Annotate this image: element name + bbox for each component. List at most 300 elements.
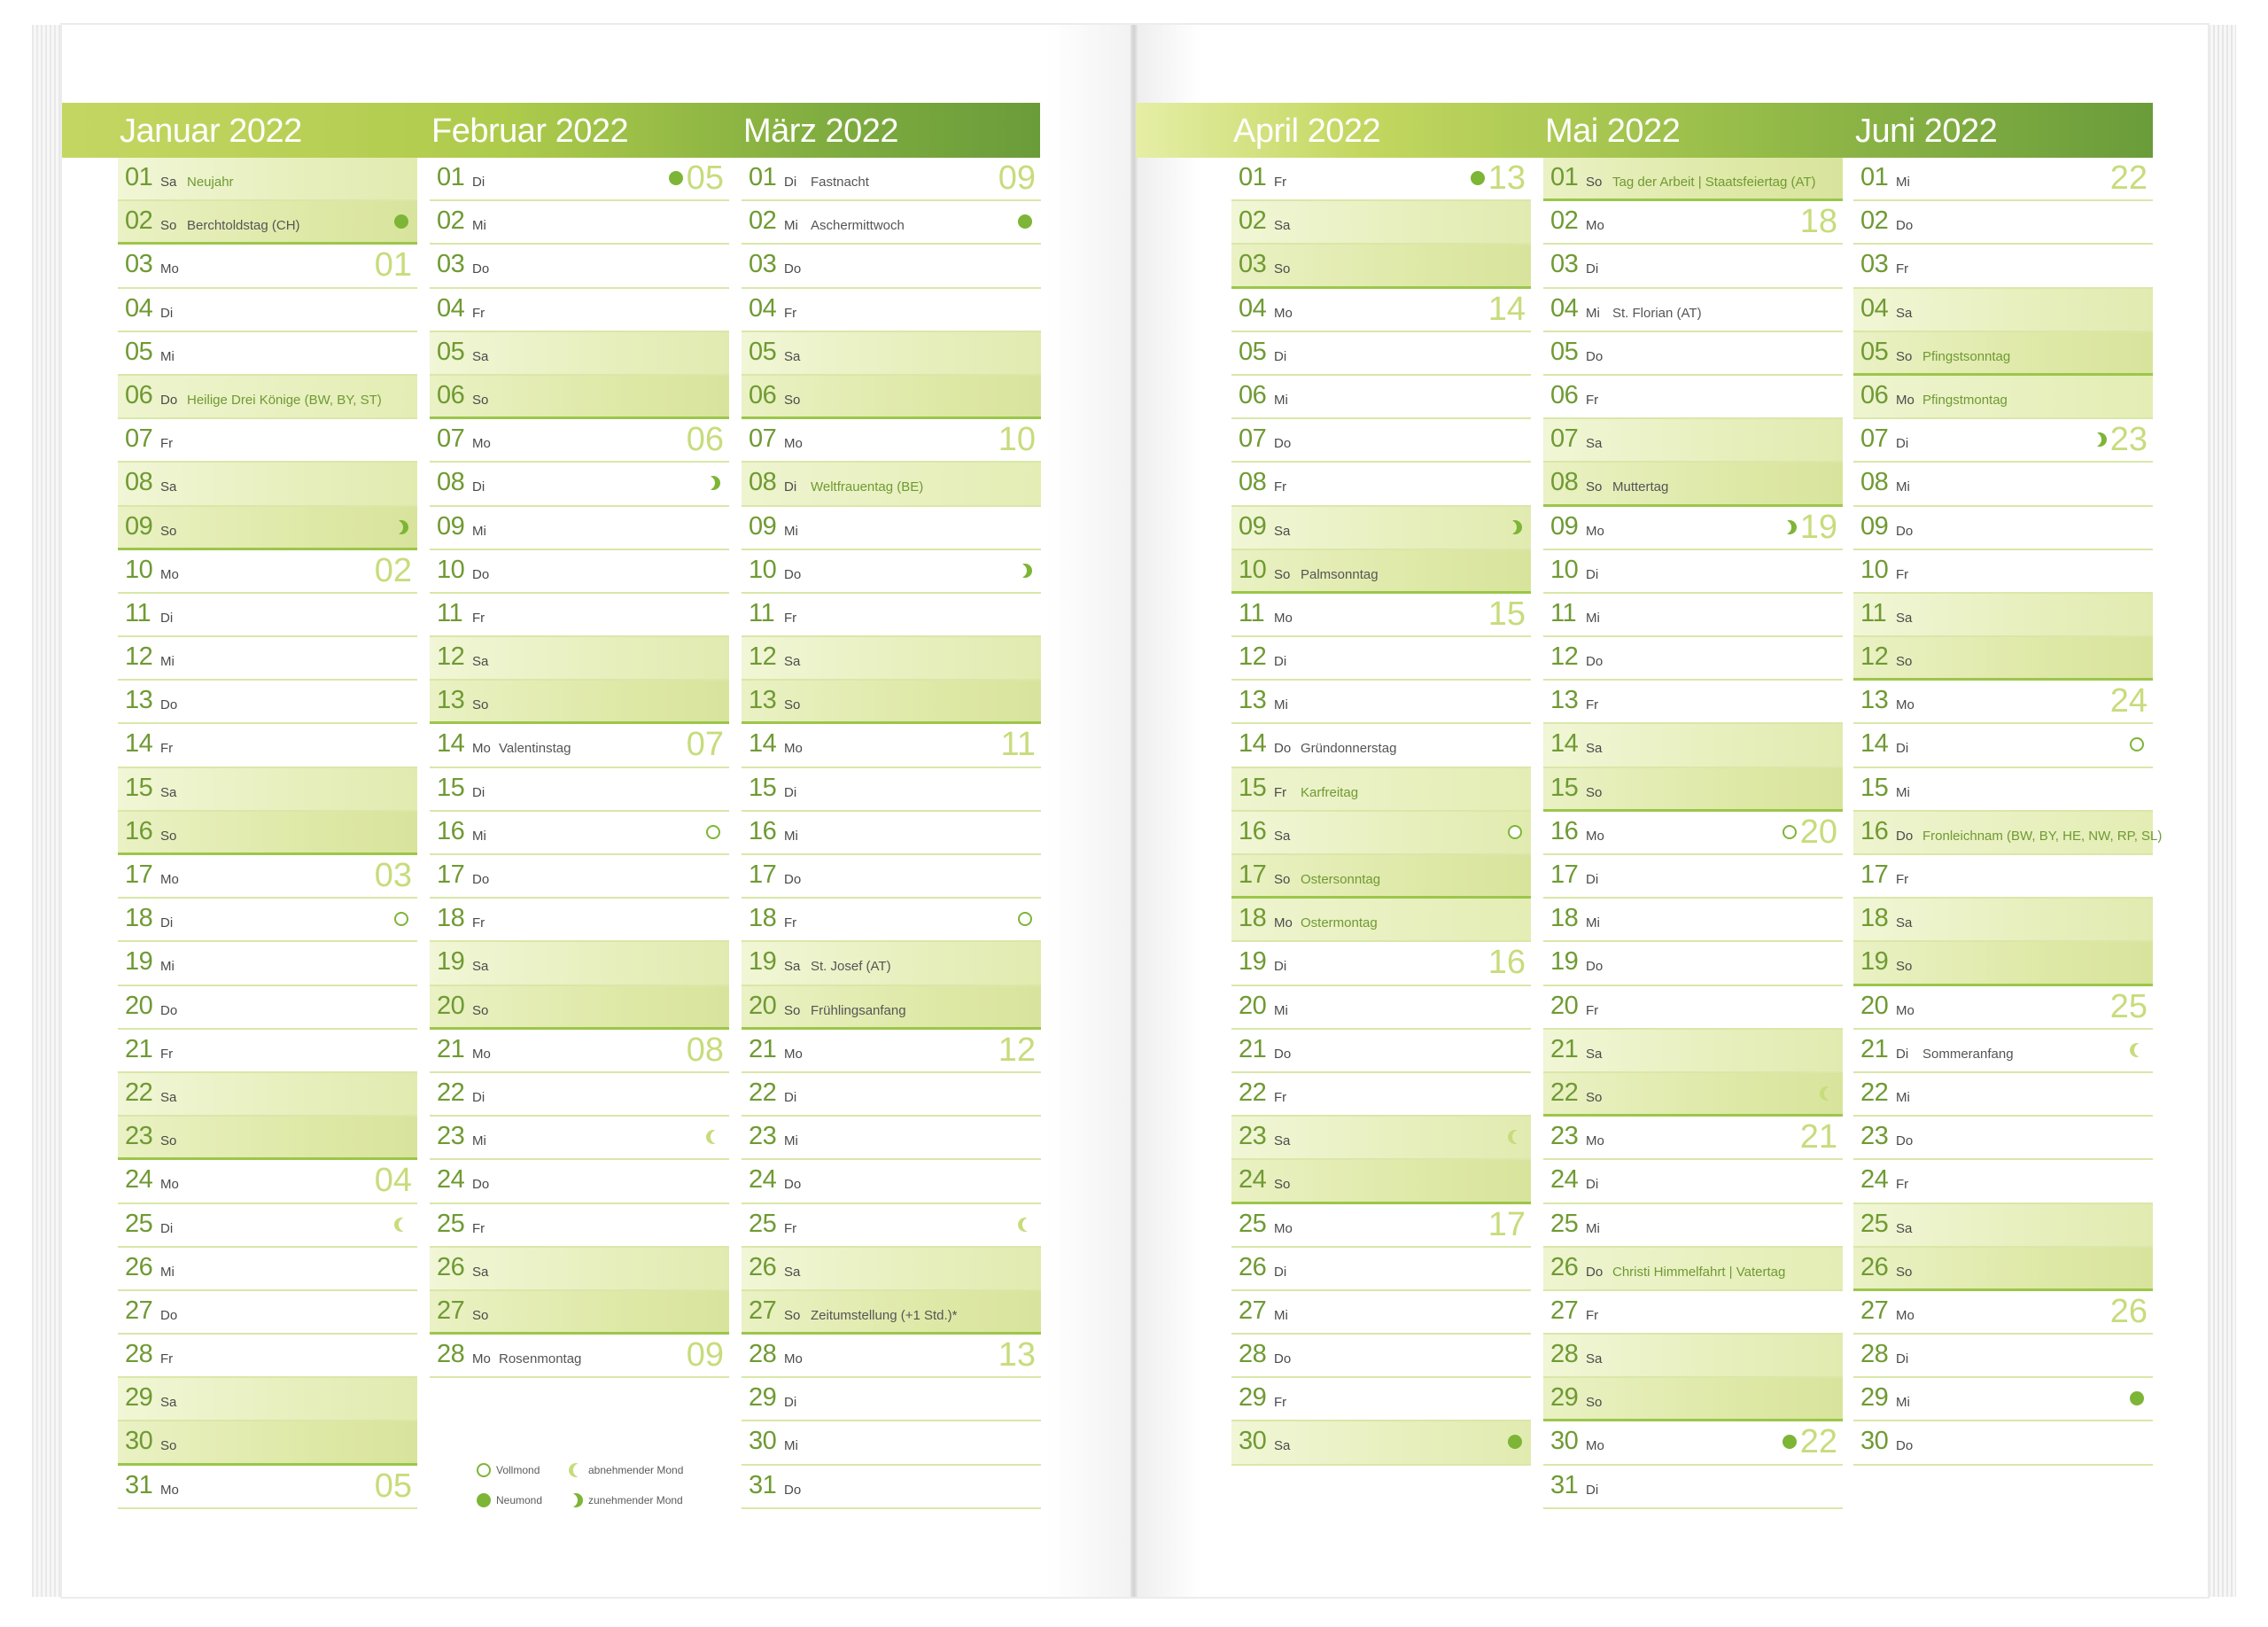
weekday-label: Sa xyxy=(1274,523,1291,539)
weekday-label: Sa xyxy=(784,959,801,975)
weekday-label: Mi xyxy=(1274,697,1288,713)
day-number: 17 xyxy=(437,860,465,889)
full-moon-icon xyxy=(1018,912,1032,926)
weekday-label: Do xyxy=(1586,348,1604,364)
day-row xyxy=(742,1291,1041,1335)
weekday-label: Fr xyxy=(784,305,797,321)
day-number: 15 xyxy=(1550,773,1579,802)
weekday-label: Mo xyxy=(1896,392,1915,408)
day-row xyxy=(1231,1204,1531,1248)
day-row xyxy=(118,812,417,855)
day-row xyxy=(118,1291,417,1335)
new-moon-icon xyxy=(1471,171,1485,185)
day-number: 16 xyxy=(1550,816,1579,845)
weekday-label: So xyxy=(1586,1395,1603,1411)
day-number: 11 xyxy=(437,598,463,627)
week-number: 16 xyxy=(1487,944,1526,982)
holiday-note: Valentinstag xyxy=(499,741,571,757)
day-row xyxy=(430,1291,729,1335)
weekday-label: So xyxy=(1896,348,1913,364)
day-row xyxy=(1543,724,1843,767)
weekday-label: Di xyxy=(1586,261,1599,277)
week-number: 09 xyxy=(686,1336,724,1374)
weekday-label: Mi xyxy=(472,218,486,234)
day-number: 20 xyxy=(437,991,465,1020)
day-number: 26 xyxy=(749,1252,777,1281)
day-number: 01 xyxy=(125,163,153,191)
day-number: 28 xyxy=(1239,1340,1267,1369)
weekday-label: Sa xyxy=(1586,741,1603,757)
day-row xyxy=(118,332,417,376)
weekday-label: Sa xyxy=(1586,436,1603,452)
weekday-label: So xyxy=(1274,872,1291,887)
weekday-label: Mi xyxy=(160,959,175,975)
holiday-note: Berchtoldstag (CH) xyxy=(187,218,300,234)
day-number: 02 xyxy=(1550,206,1579,236)
weekday-label: Mi xyxy=(784,523,798,539)
weekday-label: So xyxy=(1896,959,1913,975)
day-row xyxy=(1853,1291,2153,1335)
day-number: 03 xyxy=(1860,250,1889,279)
weekday-label: So xyxy=(1274,566,1291,582)
weekday-label: Mo xyxy=(1274,1220,1293,1236)
day-number: 01 xyxy=(1239,163,1267,191)
weekday-label: Mi xyxy=(472,828,486,844)
weekday-label: Do xyxy=(1274,1351,1292,1367)
week-number: 25 xyxy=(2109,987,2148,1025)
day-number: 21 xyxy=(749,1034,777,1063)
week-number: 13 xyxy=(998,1336,1036,1374)
weekday-label: Mo xyxy=(160,1482,179,1498)
weekday-label: Mi xyxy=(160,654,175,670)
holiday-note: St. Florian (AT) xyxy=(1612,305,1702,321)
day-row xyxy=(1853,768,2153,812)
week-number: 12 xyxy=(998,1031,1036,1069)
waxing-moon-icon xyxy=(1018,564,1032,578)
day-row xyxy=(118,289,417,332)
day-row xyxy=(742,201,1041,245)
weekday-label: Do xyxy=(160,1002,178,1018)
weekday-label: Fr xyxy=(1586,1307,1599,1323)
weekday-label: Sa xyxy=(472,1264,489,1280)
weekday-label: Do xyxy=(784,566,802,582)
weekday-label: Sa xyxy=(1586,1046,1603,1062)
day-number: 19 xyxy=(749,947,777,977)
holiday-note: Ostermontag xyxy=(1301,915,1378,931)
day-row xyxy=(1231,812,1531,855)
day-row xyxy=(430,1204,729,1248)
day-row xyxy=(1853,724,2153,767)
day-number: 12 xyxy=(1860,642,1889,672)
day-row xyxy=(430,332,729,376)
day-row xyxy=(430,1248,729,1291)
day-row xyxy=(1853,507,2153,550)
day-row xyxy=(118,986,417,1030)
day-row xyxy=(742,1335,1041,1378)
weekday-label: Di xyxy=(160,1220,174,1236)
day-row xyxy=(1853,245,2153,288)
day-number: 11 xyxy=(125,598,151,627)
day-number: 16 xyxy=(749,816,777,845)
new-moon-icon xyxy=(669,171,683,185)
week-number: 26 xyxy=(2109,1292,2148,1330)
day-row xyxy=(1853,1073,2153,1117)
weekday-label: Sa xyxy=(784,654,801,670)
weekday-label: Di xyxy=(160,915,174,931)
day-number: 24 xyxy=(1550,1165,1579,1195)
weekday-label: Do xyxy=(1896,828,1914,844)
waxing-moon-icon xyxy=(1783,520,1797,534)
day-number: 18 xyxy=(1239,904,1267,933)
day-number: 07 xyxy=(1550,424,1579,454)
weekday-label: Mo xyxy=(1274,915,1293,931)
weekday-label: Di xyxy=(472,479,485,495)
weekday-label: Fr xyxy=(160,741,174,757)
day-row xyxy=(1231,855,1531,899)
weekday-label: Mo xyxy=(472,1351,491,1367)
weekday-label: Mi xyxy=(1586,915,1600,931)
day-number: 01 xyxy=(749,163,777,191)
weekday-label: Mi xyxy=(1586,305,1600,321)
weekday-label: Mo xyxy=(472,741,491,757)
day-number: 29 xyxy=(125,1383,153,1413)
weekday-label: Di xyxy=(472,784,485,800)
day-number: 10 xyxy=(1860,555,1889,584)
day-row xyxy=(742,812,1041,855)
day-row xyxy=(430,1160,729,1203)
day-number: 13 xyxy=(437,686,465,715)
day-row xyxy=(1543,899,1843,942)
day-number: 05 xyxy=(1550,337,1579,366)
month-column-mai xyxy=(1543,103,1843,1509)
week-number: 18 xyxy=(1799,203,1837,241)
weekday-label: Di xyxy=(1896,1046,1909,1062)
day-row xyxy=(742,332,1041,376)
weekday-label: Fr xyxy=(1274,784,1287,800)
full-moon-icon xyxy=(2130,737,2144,751)
day-number: 08 xyxy=(1860,468,1889,497)
weekday-label: Do xyxy=(1274,436,1292,452)
weekday-label: Sa xyxy=(472,348,489,364)
month-title: März 2022 xyxy=(743,113,899,150)
day-row xyxy=(430,899,729,942)
weekday-label: Fr xyxy=(1274,1395,1287,1411)
day-row xyxy=(430,507,729,550)
weekday-label: Fr xyxy=(1274,1089,1287,1105)
weekday-label: Mo xyxy=(1586,523,1604,539)
day-number: 21 xyxy=(1550,1034,1579,1063)
day-number: 06 xyxy=(749,380,777,409)
weekday-label: Mo xyxy=(160,261,179,277)
new-moon-icon xyxy=(1783,1435,1797,1449)
day-row xyxy=(1853,1030,2153,1073)
weekday-label: Mi xyxy=(1896,784,1910,800)
day-number: 04 xyxy=(437,293,465,323)
day-number: 02 xyxy=(125,206,153,236)
day-row xyxy=(430,245,729,288)
day-row xyxy=(1853,158,2153,201)
day-number: 10 xyxy=(749,555,777,584)
day-row xyxy=(118,507,417,550)
day-number: 20 xyxy=(1860,991,1889,1020)
day-number: 20 xyxy=(749,991,777,1020)
day-row xyxy=(742,942,1041,985)
day-row xyxy=(430,419,729,463)
day-row xyxy=(118,681,417,724)
day-number: 27 xyxy=(125,1296,153,1325)
weekday-label: Mo xyxy=(784,1351,803,1367)
day-number: 06 xyxy=(437,380,465,409)
weekday-label: Do xyxy=(1586,654,1604,670)
day-number: 25 xyxy=(749,1209,777,1238)
weekday-label: Mi xyxy=(472,523,486,539)
weekday-label: Di xyxy=(1274,348,1287,364)
month-title: Juni 2022 xyxy=(1855,113,1998,150)
day-number: 28 xyxy=(1550,1340,1579,1369)
day-number: 08 xyxy=(1550,468,1579,497)
weekday-label: Do xyxy=(1896,1438,1914,1454)
day-list xyxy=(1543,158,1843,1509)
day-number: 20 xyxy=(125,991,153,1020)
day-number: 10 xyxy=(1239,555,1267,584)
weekday-label: So xyxy=(472,1002,489,1018)
day-row xyxy=(742,1466,1041,1509)
holiday-note: Frühlingsanfang xyxy=(811,1002,906,1018)
week-number: 11 xyxy=(1000,726,1036,764)
weekday-label: Sa xyxy=(1896,915,1913,931)
day-number: 13 xyxy=(1860,686,1889,715)
weekday-label: Mo xyxy=(160,566,179,582)
day-number: 27 xyxy=(1239,1296,1267,1325)
weekday-label: Sa xyxy=(1274,828,1291,844)
day-number: 20 xyxy=(1550,991,1579,1020)
day-number: 30 xyxy=(1860,1427,1889,1456)
day-number: 27 xyxy=(1860,1296,1889,1325)
day-row xyxy=(1543,376,1843,419)
weekday-label: Fr xyxy=(472,305,485,321)
day-row xyxy=(1543,681,1843,724)
weekday-label: Di xyxy=(1586,566,1599,582)
weekday-label: Do xyxy=(1274,741,1292,757)
day-row xyxy=(430,768,729,812)
month-title: Februar 2022 xyxy=(431,113,629,150)
weekday-label: Mo xyxy=(1896,1002,1915,1018)
week-number: 06 xyxy=(686,421,724,459)
day-number: 18 xyxy=(437,904,465,933)
day-row xyxy=(1543,1117,1843,1160)
week-number: 24 xyxy=(2109,682,2148,720)
weekday-label: Do xyxy=(1896,523,1914,539)
day-row xyxy=(1231,332,1531,376)
day-row xyxy=(1853,1378,2153,1421)
day-number: 23 xyxy=(749,1122,777,1151)
weekday-label: Sa xyxy=(1274,1438,1291,1454)
weekday-label: Do xyxy=(472,1177,490,1193)
day-row xyxy=(1853,376,2153,419)
weekday-label: Fr xyxy=(1896,1177,1909,1193)
week-number: 09 xyxy=(998,160,1036,197)
day-number: 31 xyxy=(1550,1470,1579,1499)
day-number: 17 xyxy=(1860,860,1889,889)
day-number: 14 xyxy=(1860,729,1889,759)
day-row xyxy=(1543,942,1843,985)
weekday-label: Fr xyxy=(160,1046,174,1062)
day-number: 24 xyxy=(1860,1165,1889,1195)
day-number: 19 xyxy=(437,947,465,977)
day-number: 07 xyxy=(1239,424,1267,454)
day-number: 16 xyxy=(125,816,153,845)
day-number: 26 xyxy=(1239,1252,1267,1281)
day-row xyxy=(742,376,1041,419)
day-number: 19 xyxy=(1239,947,1267,977)
day-row xyxy=(742,289,1041,332)
weekday-label: So xyxy=(160,218,177,234)
weekday-label: So xyxy=(784,1307,801,1323)
weekday-label: Mo xyxy=(784,436,803,452)
holiday-note: Tag der Arbeit | Staatsfeiertag (AT) xyxy=(1612,175,1816,190)
waxing-moon-icon xyxy=(1508,520,1522,534)
day-number: 16 xyxy=(1860,816,1889,845)
holiday-note: Christi Himmelfahrt | Vatertag xyxy=(1612,1264,1786,1280)
day-row xyxy=(1853,899,2153,942)
weekday-label: Do xyxy=(1896,218,1914,234)
day-number: 29 xyxy=(749,1383,777,1413)
day-number: 14 xyxy=(1239,729,1267,759)
day-number: 14 xyxy=(749,729,777,759)
day-row xyxy=(430,550,729,594)
week-number: 05 xyxy=(374,1467,412,1505)
week-number: 15 xyxy=(1487,595,1526,633)
day-row xyxy=(1231,463,1531,506)
day-number: 19 xyxy=(125,947,153,977)
day-row xyxy=(1853,1117,2153,1160)
week-number: 14 xyxy=(1487,290,1526,328)
day-row xyxy=(118,550,417,594)
day-row xyxy=(742,724,1041,767)
weekday-label: Mi xyxy=(160,348,175,364)
day-number: 25 xyxy=(1239,1209,1267,1238)
weekday-label: Do xyxy=(1896,1133,1914,1149)
day-row xyxy=(118,855,417,899)
weekday-label: Fr xyxy=(1274,175,1287,190)
weekday-label: Sa xyxy=(160,479,177,495)
day-number: 07 xyxy=(125,424,153,454)
weekday-label: Mo xyxy=(1586,828,1604,844)
day-row xyxy=(1853,550,2153,594)
weekday-label: Mo xyxy=(472,1046,491,1062)
day-row xyxy=(1231,1073,1531,1117)
weekday-label: So xyxy=(160,828,177,844)
day-number: 30 xyxy=(1550,1427,1579,1456)
day-row xyxy=(1853,637,2153,681)
weekday-label: Do xyxy=(784,1482,802,1498)
day-number: 08 xyxy=(437,468,465,497)
legend-label: Vollmond xyxy=(496,1464,540,1476)
day-number: 02 xyxy=(437,206,465,236)
page-edges-right xyxy=(2206,25,2236,1597)
week-number: 23 xyxy=(2109,421,2148,459)
weekday-label: Fr xyxy=(160,1351,174,1367)
day-number: 17 xyxy=(749,860,777,889)
day-number: 31 xyxy=(749,1470,777,1499)
day-row xyxy=(742,1421,1041,1465)
day-row xyxy=(1543,550,1843,594)
waxing-moon-icon xyxy=(706,476,720,490)
day-number: 12 xyxy=(749,642,777,672)
day-row xyxy=(118,1248,417,1291)
weekday-label: Mo xyxy=(472,436,491,452)
day-row xyxy=(1853,289,2153,332)
weekday-label: So xyxy=(1274,261,1291,277)
weekday-label: Do xyxy=(472,566,490,582)
day-row xyxy=(1853,1248,2153,1291)
weekday-label: Fr xyxy=(784,915,797,931)
weekday-label: Mo xyxy=(160,872,179,887)
day-row xyxy=(1231,724,1531,767)
day-row xyxy=(742,550,1041,594)
weekday-label: Mi xyxy=(1896,479,1910,495)
day-number: 17 xyxy=(1239,860,1267,889)
day-number: 23 xyxy=(1860,1122,1889,1151)
day-row xyxy=(1543,1073,1843,1117)
day-number: 21 xyxy=(1860,1034,1889,1063)
day-number: 24 xyxy=(437,1165,465,1195)
day-number: 24 xyxy=(1239,1165,1267,1195)
weekday-label: Mo xyxy=(784,1046,803,1062)
day-row xyxy=(118,245,417,288)
day-number: 06 xyxy=(125,380,153,409)
day-number: 06 xyxy=(1550,380,1579,409)
waning-moon-icon xyxy=(1018,1218,1032,1232)
day-row xyxy=(742,855,1041,899)
day-number: 04 xyxy=(125,293,153,323)
holiday-note: Pfingstsonntag xyxy=(1922,348,2011,364)
month-title: Mai 2022 xyxy=(1545,113,1681,150)
weekday-label: Mi xyxy=(1274,392,1288,408)
day-number: 03 xyxy=(1239,250,1267,279)
day-row xyxy=(430,1335,729,1378)
day-number: 18 xyxy=(1860,904,1889,933)
full-moon-icon xyxy=(706,825,720,839)
day-row xyxy=(1231,681,1531,724)
day-row xyxy=(1853,419,2153,463)
weekday-label: Di xyxy=(1274,959,1287,975)
week-number: 07 xyxy=(686,726,724,764)
day-number: 05 xyxy=(1239,337,1267,366)
week-number: 08 xyxy=(686,1031,724,1069)
day-row xyxy=(118,899,417,942)
day-number: 15 xyxy=(749,773,777,802)
weekday-label: Do xyxy=(784,872,802,887)
day-row xyxy=(118,768,417,812)
weekday-label: Mo xyxy=(1586,1438,1604,1454)
waxing-moon-icon xyxy=(569,1493,583,1507)
day-number: 13 xyxy=(125,686,153,715)
waning-moon-icon xyxy=(1820,1086,1834,1101)
day-number: 04 xyxy=(749,293,777,323)
weekday-label: Mo xyxy=(1274,305,1293,321)
day-number: 16 xyxy=(1239,816,1267,845)
day-number: 11 xyxy=(1860,598,1887,627)
weekday-label: So xyxy=(160,1438,177,1454)
day-row xyxy=(118,1160,417,1203)
day-number: 26 xyxy=(125,1252,153,1281)
weekday-label: Sa xyxy=(784,348,801,364)
day-number: 10 xyxy=(125,555,153,584)
full-moon-icon xyxy=(1783,825,1797,839)
weekday-label: Sa xyxy=(160,175,177,190)
weekday-label: Di xyxy=(1274,1264,1287,1280)
